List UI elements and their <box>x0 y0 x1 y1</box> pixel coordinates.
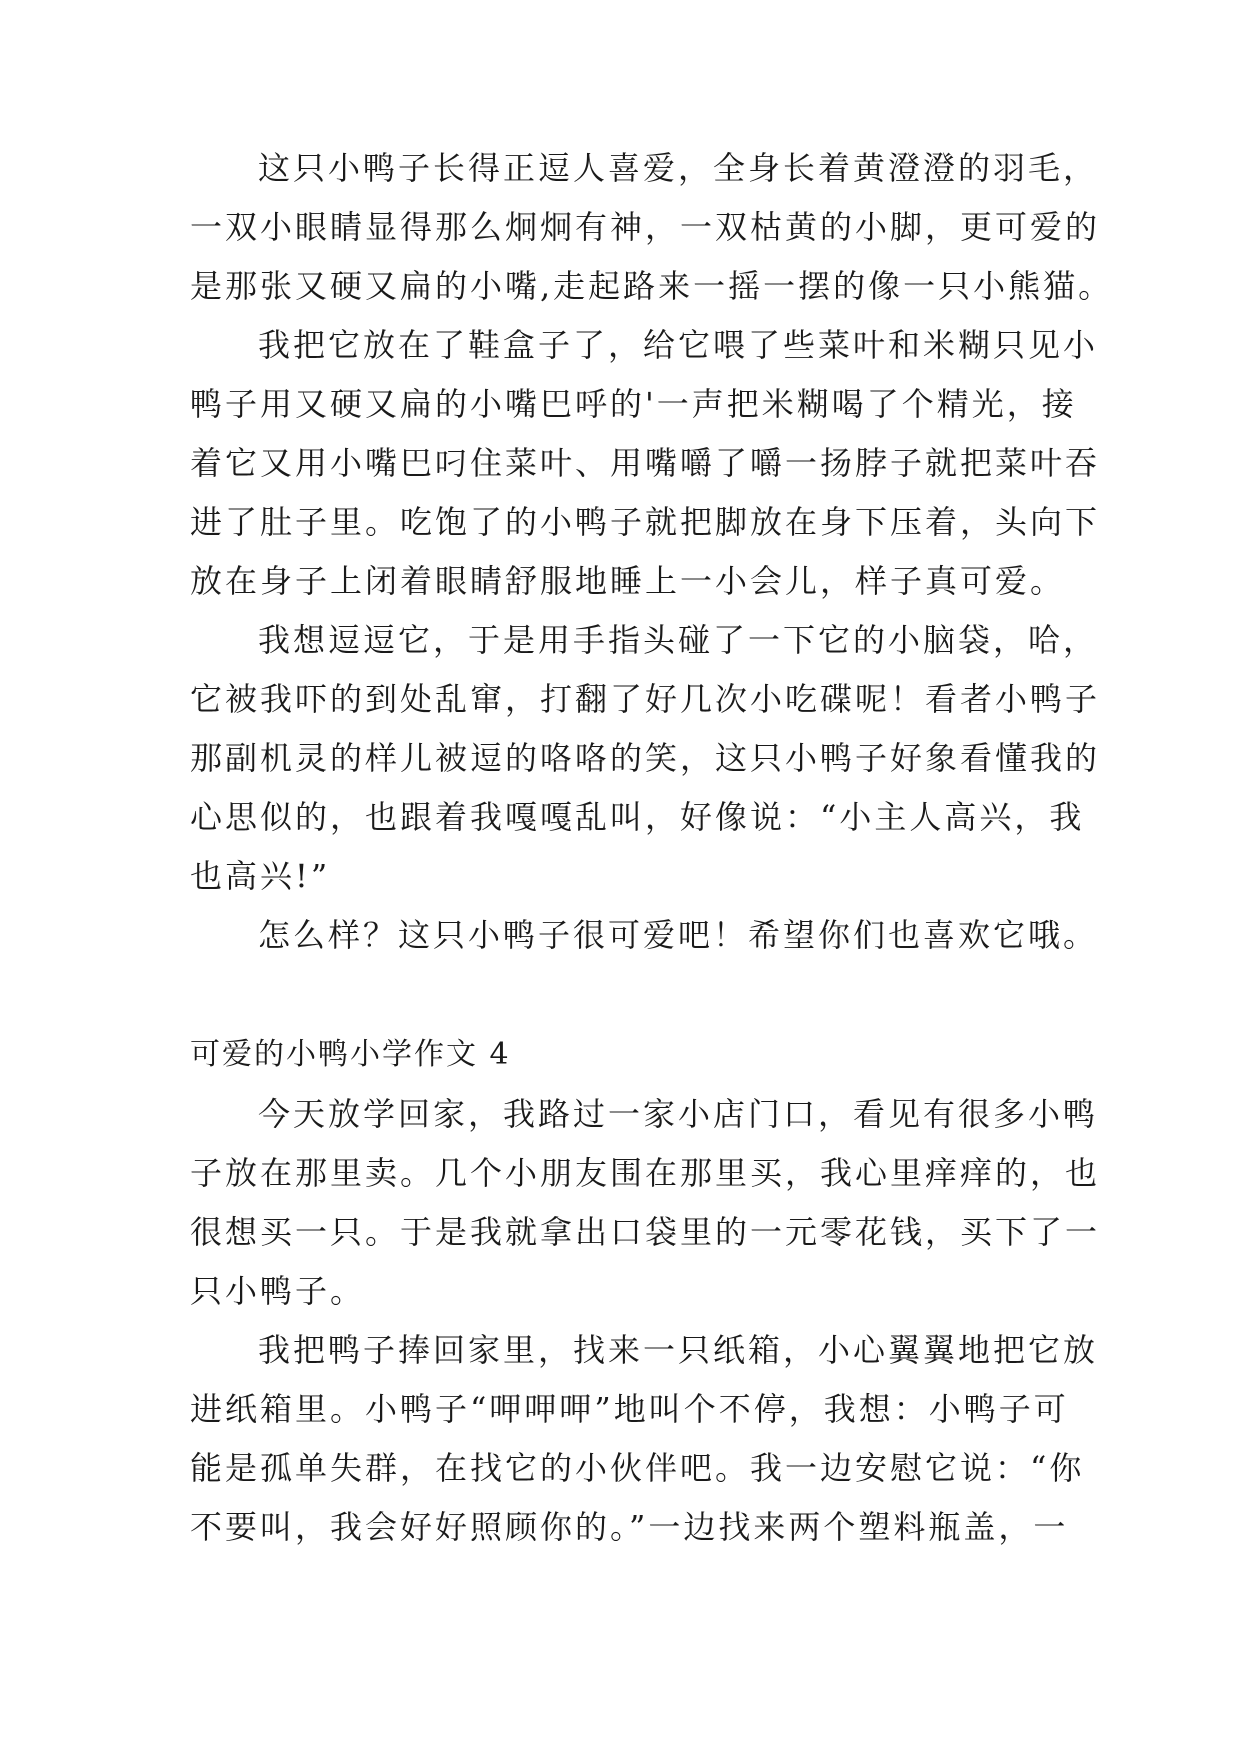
text-line: 着它又用小嘴巴叼住菜叶、用嘴嚼了嚼一扬脖子就把菜叶吞 <box>190 444 1101 482</box>
section-heading: 可爱的小鸭小学作文 4 <box>190 1037 511 1072</box>
text-line: 进纸箱里。小鸭子“呷呷呷”地叫个不停，我想：小鸭子可 <box>190 1390 1069 1428</box>
text-line: 能是孤单失群，在找它的小伙伴吧。我一边安慰它说：“你 <box>190 1449 1085 1487</box>
text-line: 鸭子用又硬又扁的小嘴巴呼的'一声把米糊喝了个精光，接 <box>190 385 1077 423</box>
text-line: 怎么样？这只小鸭子很可爱吧！希望你们也喜欢它哦。 <box>258 916 1099 954</box>
text-line: 我想逗逗它，于是用手指头碰了一下它的小脑袋，哈， <box>258 621 1099 659</box>
text-line: 我把鸭子捧回家里，找来一只纸箱，小心翼翼地把它放 <box>258 1331 1099 1369</box>
text-line: 放在身子上闭着眼睛舒服地睡上一小会儿，样子真可爱。 <box>190 562 1066 600</box>
text-line: 进了肚子里。吃饱了的小鸭子就把脚放在身下压着，头向下 <box>190 503 1101 541</box>
text-line: 这只小鸭子长得正逗人喜爱，全身长着黄澄澄的羽毛， <box>258 149 1099 187</box>
text-line: 一双小眼睛显得那么炯炯有神，一双枯黄的小脚，更可爱的 <box>190 208 1101 246</box>
text-line: 它被我吓的到处乱窜，打翻了好几次小吃碟呢！看者小鸭子 <box>190 680 1101 718</box>
text-line: 是那张又硬又扁的小嘴,走起路来一摇一摆的像一只小熊猫。 <box>190 267 1114 305</box>
text-line: 只小鸭子。 <box>190 1272 366 1310</box>
text-line: 很想买一只。于是我就拿出口袋里的一元零花钱，买下了一 <box>190 1213 1101 1251</box>
text-line: 也高兴!” <box>190 857 331 895</box>
text-line: 今天放学回家，我路过一家小店门口，看见有很多小鸭 <box>258 1095 1099 1133</box>
text-line: 我把它放在了鞋盒子了，给它喂了些菜叶和米糊只见小 <box>258 326 1099 364</box>
text-line: 那副机灵的样儿被逗的咯咯的笑，这只小鸭子好象看懂我的 <box>190 739 1101 777</box>
text-line: 不要叫，我会好好照顾你的。”一边找来两个塑料瓶盖，一 <box>190 1508 1069 1546</box>
text-line: 心思似的，也跟着我嘎嘎乱叫，好像说：“小主人高兴，我 <box>190 798 1085 836</box>
text-line: 子放在那里卖。几个小朋友围在那里买，我心里痒痒的，也 <box>190 1154 1101 1192</box>
